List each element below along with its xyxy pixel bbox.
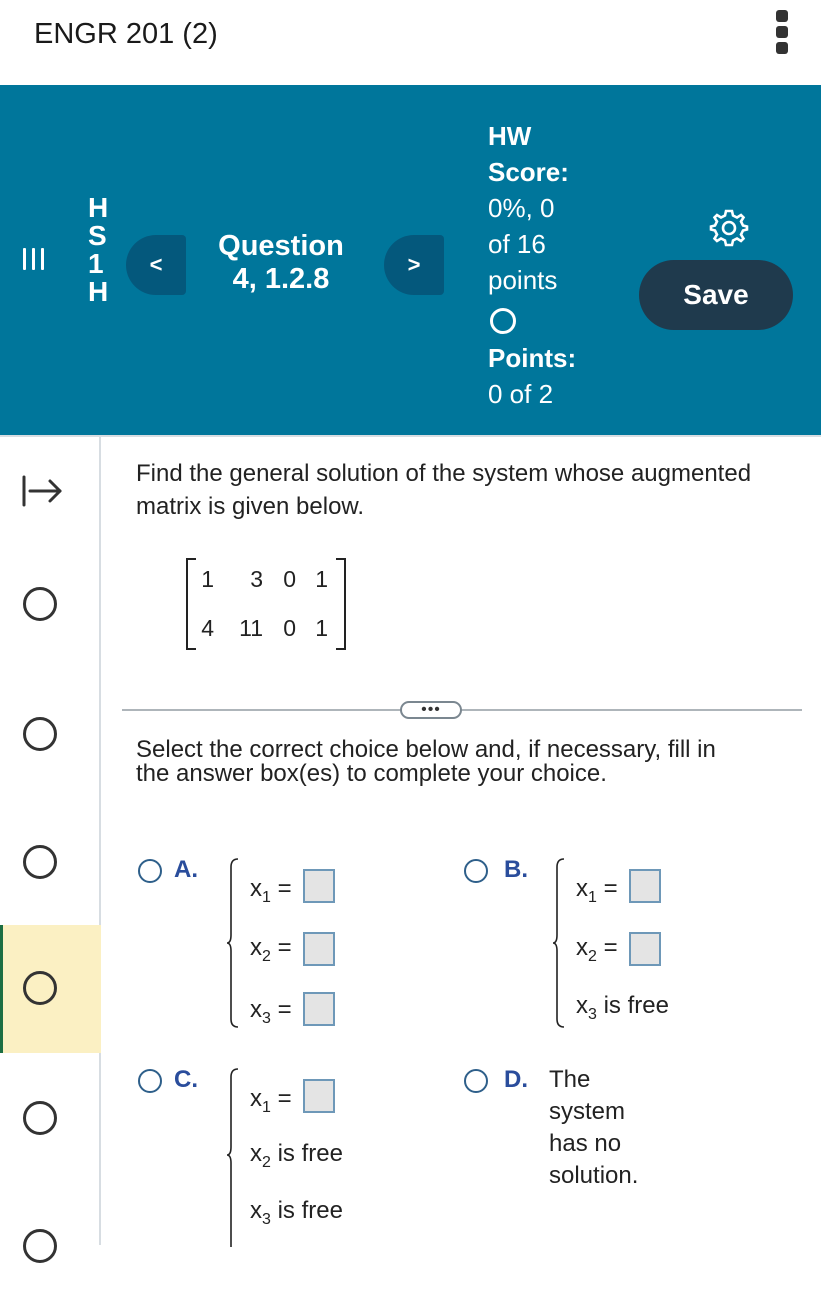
question-list-item-active[interactable] xyxy=(0,925,101,1053)
choice-b-x1-answer-box[interactable] xyxy=(629,869,661,903)
instruction-text: Select the correct choice below and, if necessary, fill in the answer box(es) to complete your choice. xyxy=(136,736,716,787)
choice-c-letter: C. xyxy=(174,1066,198,1093)
matrix-cell: 0 xyxy=(283,615,296,641)
more-options-icon[interactable] xyxy=(770,10,794,58)
choice-b-brace xyxy=(552,857,566,1029)
choice-c-x1-answer-box[interactable] xyxy=(303,1079,335,1113)
section-divider xyxy=(122,709,802,711)
matrix-cell: 1 xyxy=(315,615,328,641)
choice-b-radio[interactable] xyxy=(464,859,488,883)
choice-a-x2-answer-box[interactable] xyxy=(303,932,335,966)
choice-a-brace xyxy=(226,857,240,1029)
show-more-button[interactable]: ••• xyxy=(400,701,462,719)
question-list-item[interactable] xyxy=(0,669,101,797)
matrix-cell: 1 xyxy=(201,566,214,592)
save-button[interactable]: Save xyxy=(639,260,793,330)
question-status-circle-icon xyxy=(23,1101,57,1135)
choice-a-letter: A. xyxy=(174,856,198,883)
choice-c-x3-free: $x_3$ is free xyxy=(250,1197,343,1228)
choice-b-x3-free: $x_3$ is free xyxy=(576,992,669,1023)
matrix-cell: 4 xyxy=(201,615,214,641)
choice-a-x2-label: $x_2$ = xyxy=(250,934,292,965)
truncated-assignment-label: H S 1 H xyxy=(88,192,109,307)
question-list-rail xyxy=(0,437,101,1245)
choice-b-letter: B. xyxy=(504,856,528,883)
choice-b-x1-label: $x_1$ = xyxy=(576,875,618,906)
next-question-button[interactable] xyxy=(384,235,444,295)
question-status-circle-icon xyxy=(23,845,57,879)
choice-c-x2-free: $x_2$ is free xyxy=(250,1140,343,1171)
expand-panel-icon[interactable] xyxy=(20,473,64,509)
score-progress-circle-icon xyxy=(490,308,516,334)
choice-c-x1-label: $x_1$ = xyxy=(250,1085,292,1116)
matrix-cell: 0 xyxy=(283,566,296,592)
choice-b-x2-label: $x_2$ = xyxy=(576,934,618,965)
matrix-cell: 3 xyxy=(250,566,263,592)
choice-c-brace xyxy=(226,1067,240,1247)
choice-a-x1-label: $x_1$ = xyxy=(250,875,292,906)
question-list-item[interactable] xyxy=(0,797,101,925)
menu-icon[interactable] xyxy=(23,248,45,270)
choice-d-radio[interactable] xyxy=(464,1069,488,1093)
question-status-circle-icon xyxy=(23,587,57,621)
choice-d-letter: D. xyxy=(504,1066,528,1093)
settings-gear-icon[interactable] xyxy=(709,208,749,248)
question-label: Question 4, 1.2.8 xyxy=(218,230,344,295)
question-list-item[interactable] xyxy=(0,541,101,669)
choice-c-radio[interactable] xyxy=(138,1069,162,1093)
augmented-matrix xyxy=(186,558,346,648)
top-bar xyxy=(0,0,821,85)
matrix-cell: 1 xyxy=(315,566,328,592)
chevron-left-icon: < xyxy=(149,252,163,277)
question-list-item[interactable] xyxy=(0,1053,101,1181)
question-list-item[interactable] xyxy=(0,1181,101,1309)
problem-text: Find the general solution of the system whose augmented matrix is given below. xyxy=(136,460,752,520)
previous-question-button[interactable] xyxy=(126,235,186,295)
question-status-circle-icon xyxy=(23,717,57,751)
question-status-circle-icon xyxy=(23,971,57,1005)
choice-b-x2-answer-box[interactable] xyxy=(629,932,661,966)
question-content xyxy=(102,437,821,1245)
question-header xyxy=(0,85,821,437)
chevron-right-icon: > xyxy=(407,252,421,277)
choice-a-x1-answer-box[interactable] xyxy=(303,869,335,903)
hw-score: HW Score: 0%, 0 of 16 points Points: 0 of 2 xyxy=(488,121,577,409)
matrix-cell: 11 xyxy=(239,615,263,641)
choice-a-x3-answer-box[interactable] xyxy=(303,992,335,1026)
choice-a-radio[interactable] xyxy=(138,859,162,883)
choice-d-text: The system has no solution. xyxy=(549,1066,639,1189)
app-title: ENGR 201 (2) xyxy=(34,18,218,50)
question-status-circle-icon xyxy=(23,1229,57,1263)
choice-a-x3-label: $x_3$ = xyxy=(250,996,292,1027)
matrix-right-bracket xyxy=(336,558,346,650)
